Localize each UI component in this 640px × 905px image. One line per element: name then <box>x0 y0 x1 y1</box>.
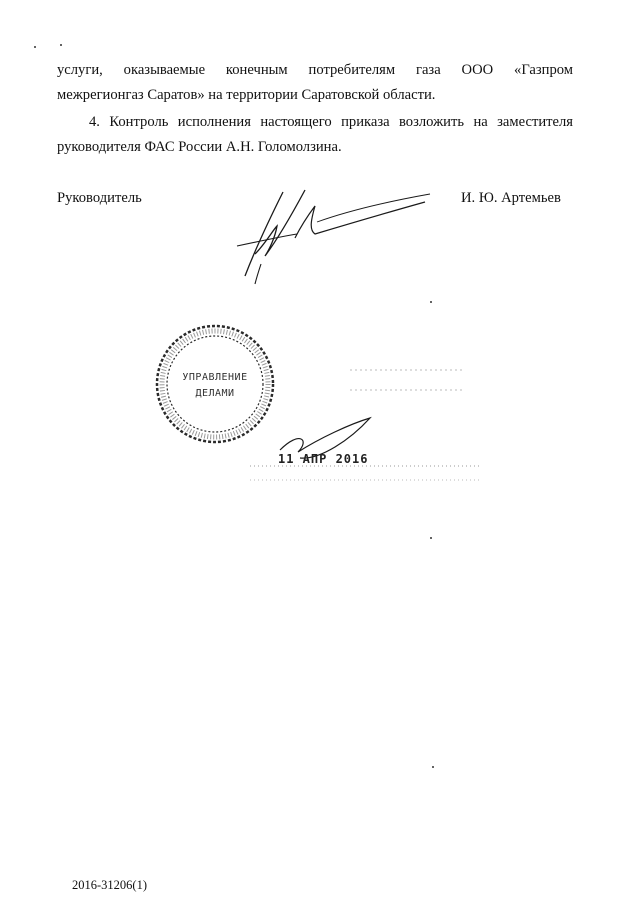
signatory-name: И. Ю. Артемьев <box>461 190 561 206</box>
paragraph-line: услуги, оказываемые конечным потребителям газа ООО «Газпром <box>57 62 573 78</box>
scan-speck <box>34 46 36 48</box>
scan-speck <box>430 537 432 539</box>
signatory-title: Руководитель <box>57 190 142 206</box>
registration-stamp-lines <box>240 340 490 500</box>
scan-speck <box>430 301 432 303</box>
paragraph-line: 4. Контроль исполнения настоящего приказа возложить на заместителя <box>89 114 573 130</box>
scan-speck <box>60 44 62 46</box>
svg-text:УПРАВЛЕНИЕ: УПРАВЛЕНИЕ <box>182 372 248 383</box>
handwritten-signature <box>225 180 435 290</box>
paragraph-line: межрегионгаз Саратов» на территории Саратовской области. <box>57 87 436 103</box>
paragraph-control <box>57 110 573 160</box>
paragraph-services <box>57 58 573 108</box>
scan-speck <box>432 766 434 768</box>
document-number: 2016-31206(1) <box>72 878 147 892</box>
stamp-date <box>278 452 368 466</box>
paragraph-line: руководителя ФАС России А.Н. Голомолзина. <box>57 139 342 155</box>
stamp-date-text: 11 АПР 2016 <box>278 452 369 466</box>
svg-text:ДЕЛАМИ: ДЕЛАМИ <box>195 388 235 399</box>
